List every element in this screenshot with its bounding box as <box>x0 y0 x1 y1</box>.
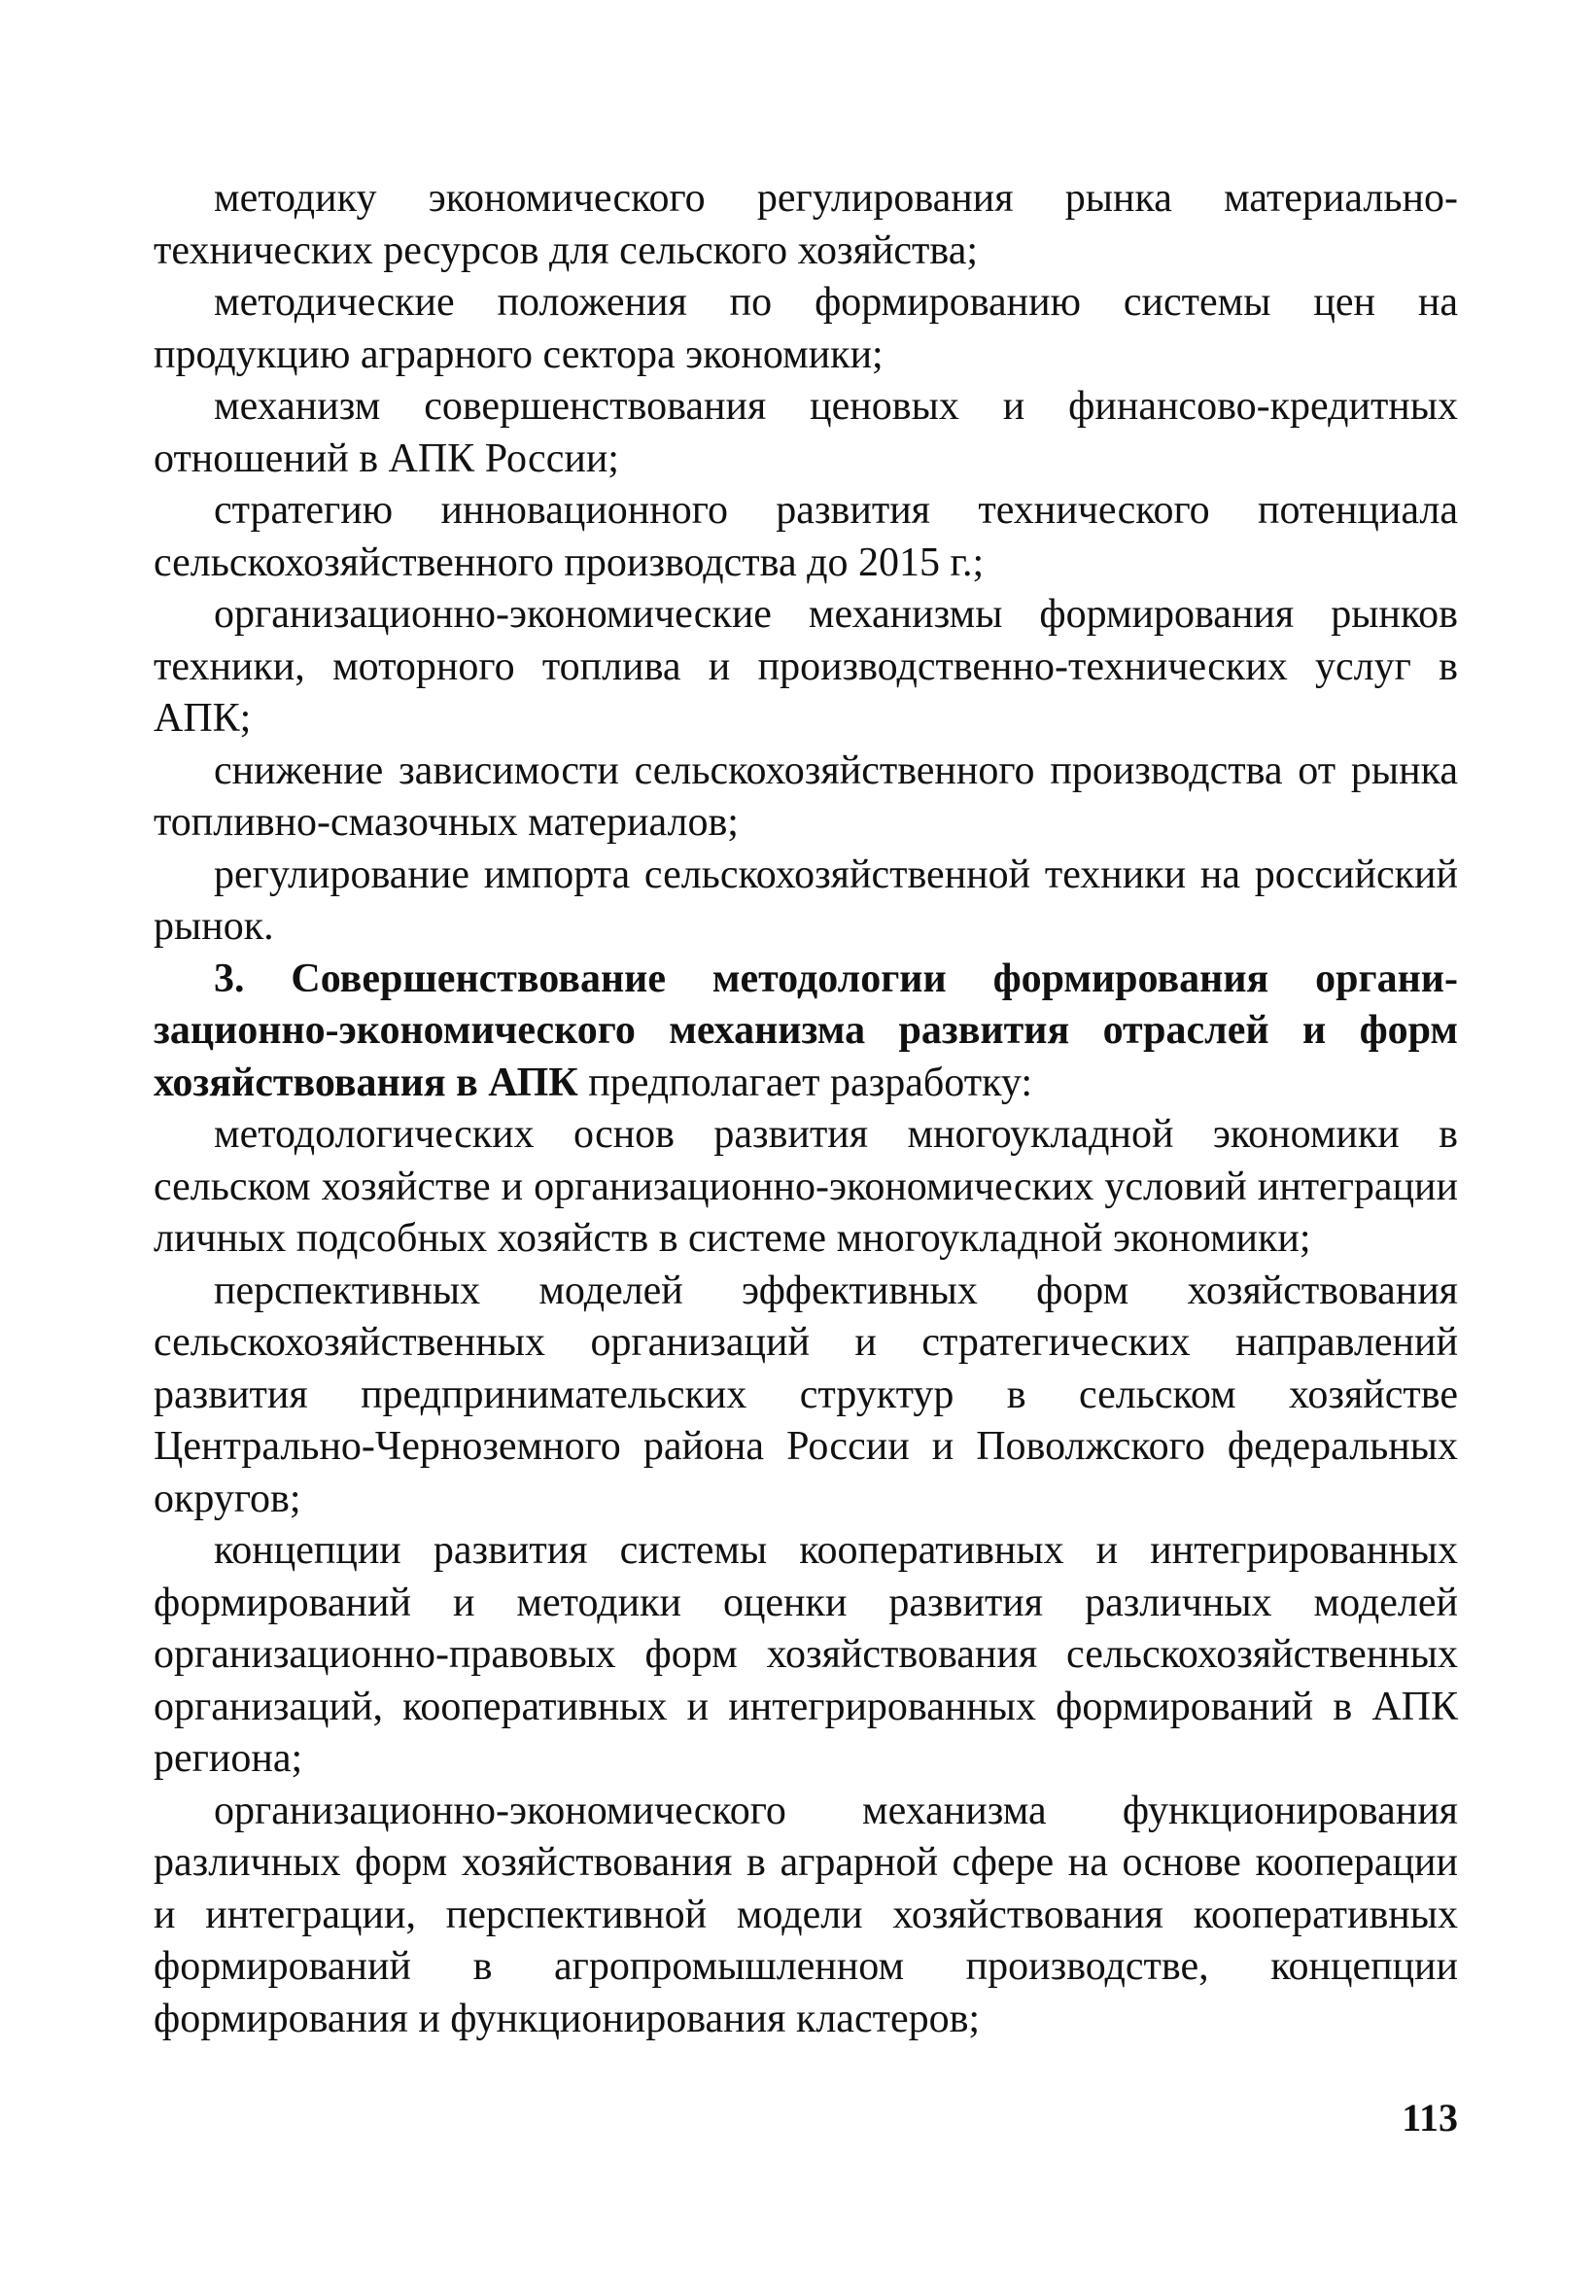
section-3-heading-tail: предполагает разработку: <box>577 1060 1033 1105</box>
paragraph-6: снижение зависимости сельскохозяйственного производства от рынка топливно-смазочных материалов; <box>154 748 1458 845</box>
paragraph-2: методические положения по формированию системы цен на продукцию аграрного сектора экономики; <box>154 280 1458 377</box>
section-item-2: перспективных моделей эффективных форм хозяйствования сельскохозяйственных организаций и стратегических направлений развития предпринимательских структур в сельском хозяйстве Центрально-Черноземного района России и Поволжского федеральных округов; <box>154 1268 1458 1521</box>
paragraph-7: регулирование импорта сельскохозяйственной техники на российский рынок. <box>154 852 1458 949</box>
section-3-heading: 3. Совершенствование методологии формирования организационно-экономического механизма развития отраслей и форм хозяйствования в АПК <box>154 956 1458 1105</box>
paragraph-5: организационно-экономические механизмы формирования рынков техники, моторного топлива и производственно-технических услуг в АПК; <box>154 592 1458 741</box>
section-item-3: концепции развития системы кооперативных и интегрированных формирований и методики оценки развития различных моделей организационно-правовых форм хозяйствования сельскохозяйственных организаций, кооперативных и интегрированных формирований в АПК региона; <box>154 1528 1458 1781</box>
section-3-paragraph <box>154 954 1458 1110</box>
section-item-4: организационно-экономического механизма функционирования различных форм хозяйствования в аграрной сфере на основе кооперации и интеграции, перспективной модели хозяйствования кооперативных формирований в агропромышленном производстве, концепции формирования и функционирования кластеров; <box>154 1788 1458 2041</box>
page-number: 113 <box>1402 2096 1458 2139</box>
paragraph-4: стратегию инновационного развития технического потенциала сельскохозяйственного производства до 2015 г.; <box>154 488 1458 585</box>
paragraph-3: механизм совершенствования ценовых и финансово-кредитных отношений в АПК России; <box>154 384 1458 481</box>
section-item-1: методологических основ развития многоукладной экономики в сельском хозяйстве и организационно-экономических условий интеграции личных подсобных хозяйств в системе многоукладной экономики; <box>154 1112 1458 1261</box>
page-body <box>154 173 1458 2045</box>
paragraph-1: методику экономического регулирования рынка материально-технических ресурсов для сельского хозяйства; <box>154 176 1458 273</box>
